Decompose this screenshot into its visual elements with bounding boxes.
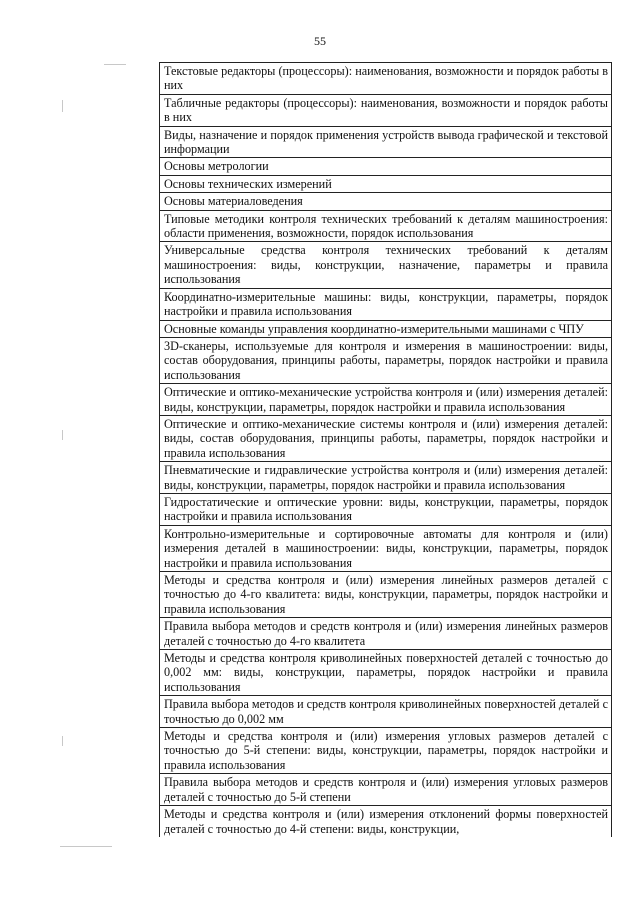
table-row: Основные команды управления координатно-измерительными машинами с ЧПУ <box>160 321 611 338</box>
table-row: Виды, назначение и порядок применения устройств вывода графической и текстовой информации <box>160 127 611 159</box>
table-row: Основы метрологии <box>160 158 611 175</box>
table-row: Основы материаловедения <box>160 193 611 210</box>
table-row: Контрольно-измерительные и сортировочные автоматы для контроля и (или) измерения деталей в машиностроении: виды, конструкции, параметры, порядок настройки и правила использования <box>160 526 611 572</box>
table-row: Основы технических измерений <box>160 176 611 193</box>
page-number: 55 <box>314 34 326 48</box>
scan-mark <box>104 64 126 65</box>
scan-mark <box>62 100 63 112</box>
table-row: Методы и средства контроля и (или) измерения угловых размеров деталей с точностью до 5-й степени: виды, конструкции, параметры, порядок настройки и правила использования <box>160 728 611 774</box>
table-row: Координатно-измерительные машины: виды, конструкции, параметры, порядок настройки и правила использования <box>160 289 611 321</box>
table-row: Текстовые редакторы (процессоры): наименования, возможности и порядок работы в них <box>160 63 611 95</box>
table-row: Пневматические и гидравлические устройства контроля и (или) измерения деталей: виды, конструкции, параметры, порядок настройки и правила использования <box>160 462 611 494</box>
table-row: Методы и средства контроля и (или) измерения линейных размеров деталей с точностью до 4-го квалитета: виды, конструкции, параметры, порядок настройки и правила использования <box>160 572 611 618</box>
table-row: Табличные редакторы (процессоры): наименования, возможности и порядок работы в них <box>160 95 611 127</box>
table-row: Типовые методики контроля технических требований к деталям машиностроения: области применения, возможности, порядок использования <box>160 211 611 243</box>
table-row: Оптические и оптико-механические устройства контроля и (или) измерения деталей: виды, конструкции, параметры, порядок настройки и правила использования <box>160 384 611 416</box>
table-row: Методы и средства контроля криволинейных поверхностей деталей с точностью до 0,002 мм: виды, конструкции, параметры, порядок настройки и правила использования <box>160 650 611 696</box>
table-row: Правила выбора методов и средств контроля и (или) измерения угловых размеров деталей с точностью до 5-й степени <box>160 774 611 806</box>
table-row: Гидростатические и оптические уровни: виды, конструкции, параметры, порядок настройки и правила использования <box>160 494 611 526</box>
scan-mark <box>62 736 63 746</box>
table-row: Правила выбора методов и средств контроля и (или) измерения линейных размеров деталей с точностью до 4-го квалитета <box>160 618 611 650</box>
table-row: Правила выбора методов и средств контроля криволинейных поверхностей деталей с точностью до 0,002 мм <box>160 696 611 728</box>
table-row: 3D-сканеры, используемые для контроля и измерения в машиностроении: виды, состав оборудования, принципы работы, параметры, порядок настройки и правила использования <box>160 338 611 384</box>
scan-mark <box>62 430 63 440</box>
requirements-table <box>159 62 612 837</box>
table-row: Универсальные средства контроля технических требований к деталям машиностроения: виды, конструкции, назначение, параметры и правила использования <box>160 242 611 288</box>
table-row: Оптические и оптико-механические системы контроля и (или) измерения деталей: виды, состав оборудования, принципы работы, параметры, порядок настройки и правила использования <box>160 416 611 462</box>
scan-mark <box>60 846 112 847</box>
table-row: Методы и средства контроля и (или) измерения отклонений формы поверхностей деталей с точностью до 4-й степени: виды, конструкции, <box>164 807 608 836</box>
